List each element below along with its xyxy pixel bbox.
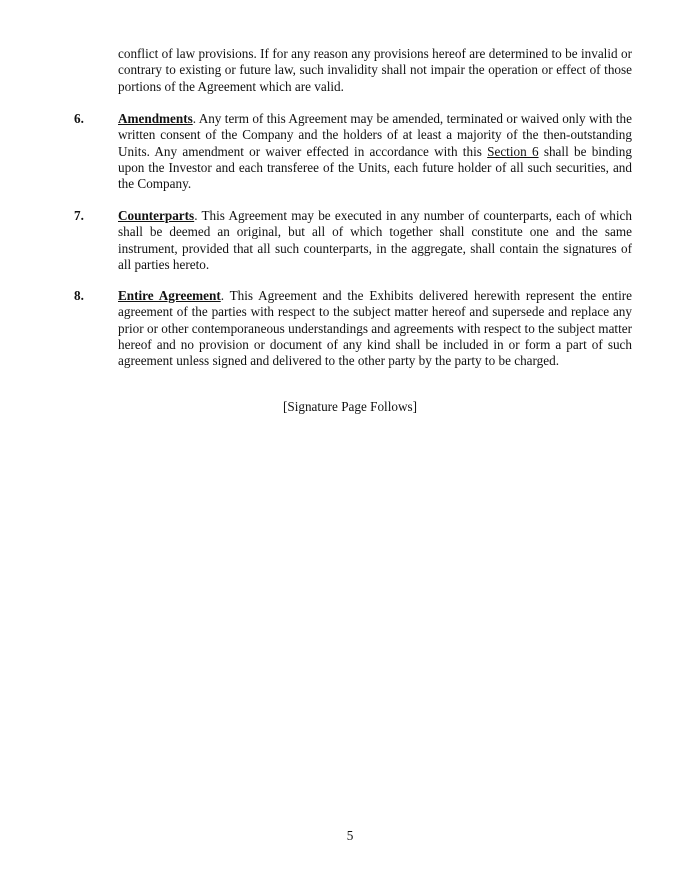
- section-8-number: 8.: [74, 288, 84, 303]
- section-6: [74, 111, 632, 192]
- section-7-body: [118, 208, 632, 273]
- section-8-heading: Entire Agreement: [118, 288, 221, 303]
- section-8: [74, 288, 632, 369]
- section-7-text: . This Agreement may be executed in any number of counterparts, each of which shall be deemed an original, but all of which together shall constitute one and the same instrument, provided that all such counterparts, in the aggregate, shall contain the signatures of all parties hereto.: [118, 208, 632, 272]
- section-6-text-before-ref: . Any term of this Agreement may be amended, terminated or waived only with the written consent of the Company and the holders of at least a majority of the then-outstanding Units. Any amendment or waiver effected in accordance with this: [118, 111, 632, 159]
- section-8-body: [118, 288, 632, 369]
- section-7-number: 7.: [74, 208, 84, 223]
- page-number: 5: [346, 828, 354, 843]
- section-8-text: . This Agreement and the Exhibits delivered herewith represent the entire agreement of the parties with respect to the subject matter hereof and supersede and replace any prior or other contemporaneous understandings and agreements with respect to the subject matter hereof and no provision or document of any kind shall be included in or form a part of such agreement unless signed and delivered to the other party by the party to be charged.: [118, 288, 632, 369]
- signature-page-note: [Signature Page Follows]: [282, 399, 418, 414]
- section-7-heading: Counterparts: [118, 208, 195, 223]
- section-7: [74, 208, 632, 273]
- continuation-paragraph: [118, 46, 632, 95]
- section-6-number: 6.: [74, 111, 84, 126]
- continuation-text: conflict of law provisions. If for any reason any provisions hereof are determined to be invalid or contrary to existing or future law, such invalidity shall not impair the operation or effect of those portions of the Agreement which are valid.: [118, 46, 632, 94]
- section-6-text-after-ref: shall be binding upon the Investor and each transferee of the Units, each future holder of all such securities, and the Company.: [118, 143, 632, 192]
- section-6-heading: Amendments: [118, 111, 193, 126]
- section-6-cross-reference: Section 6: [487, 143, 539, 159]
- section-6-body: [118, 111, 632, 192]
